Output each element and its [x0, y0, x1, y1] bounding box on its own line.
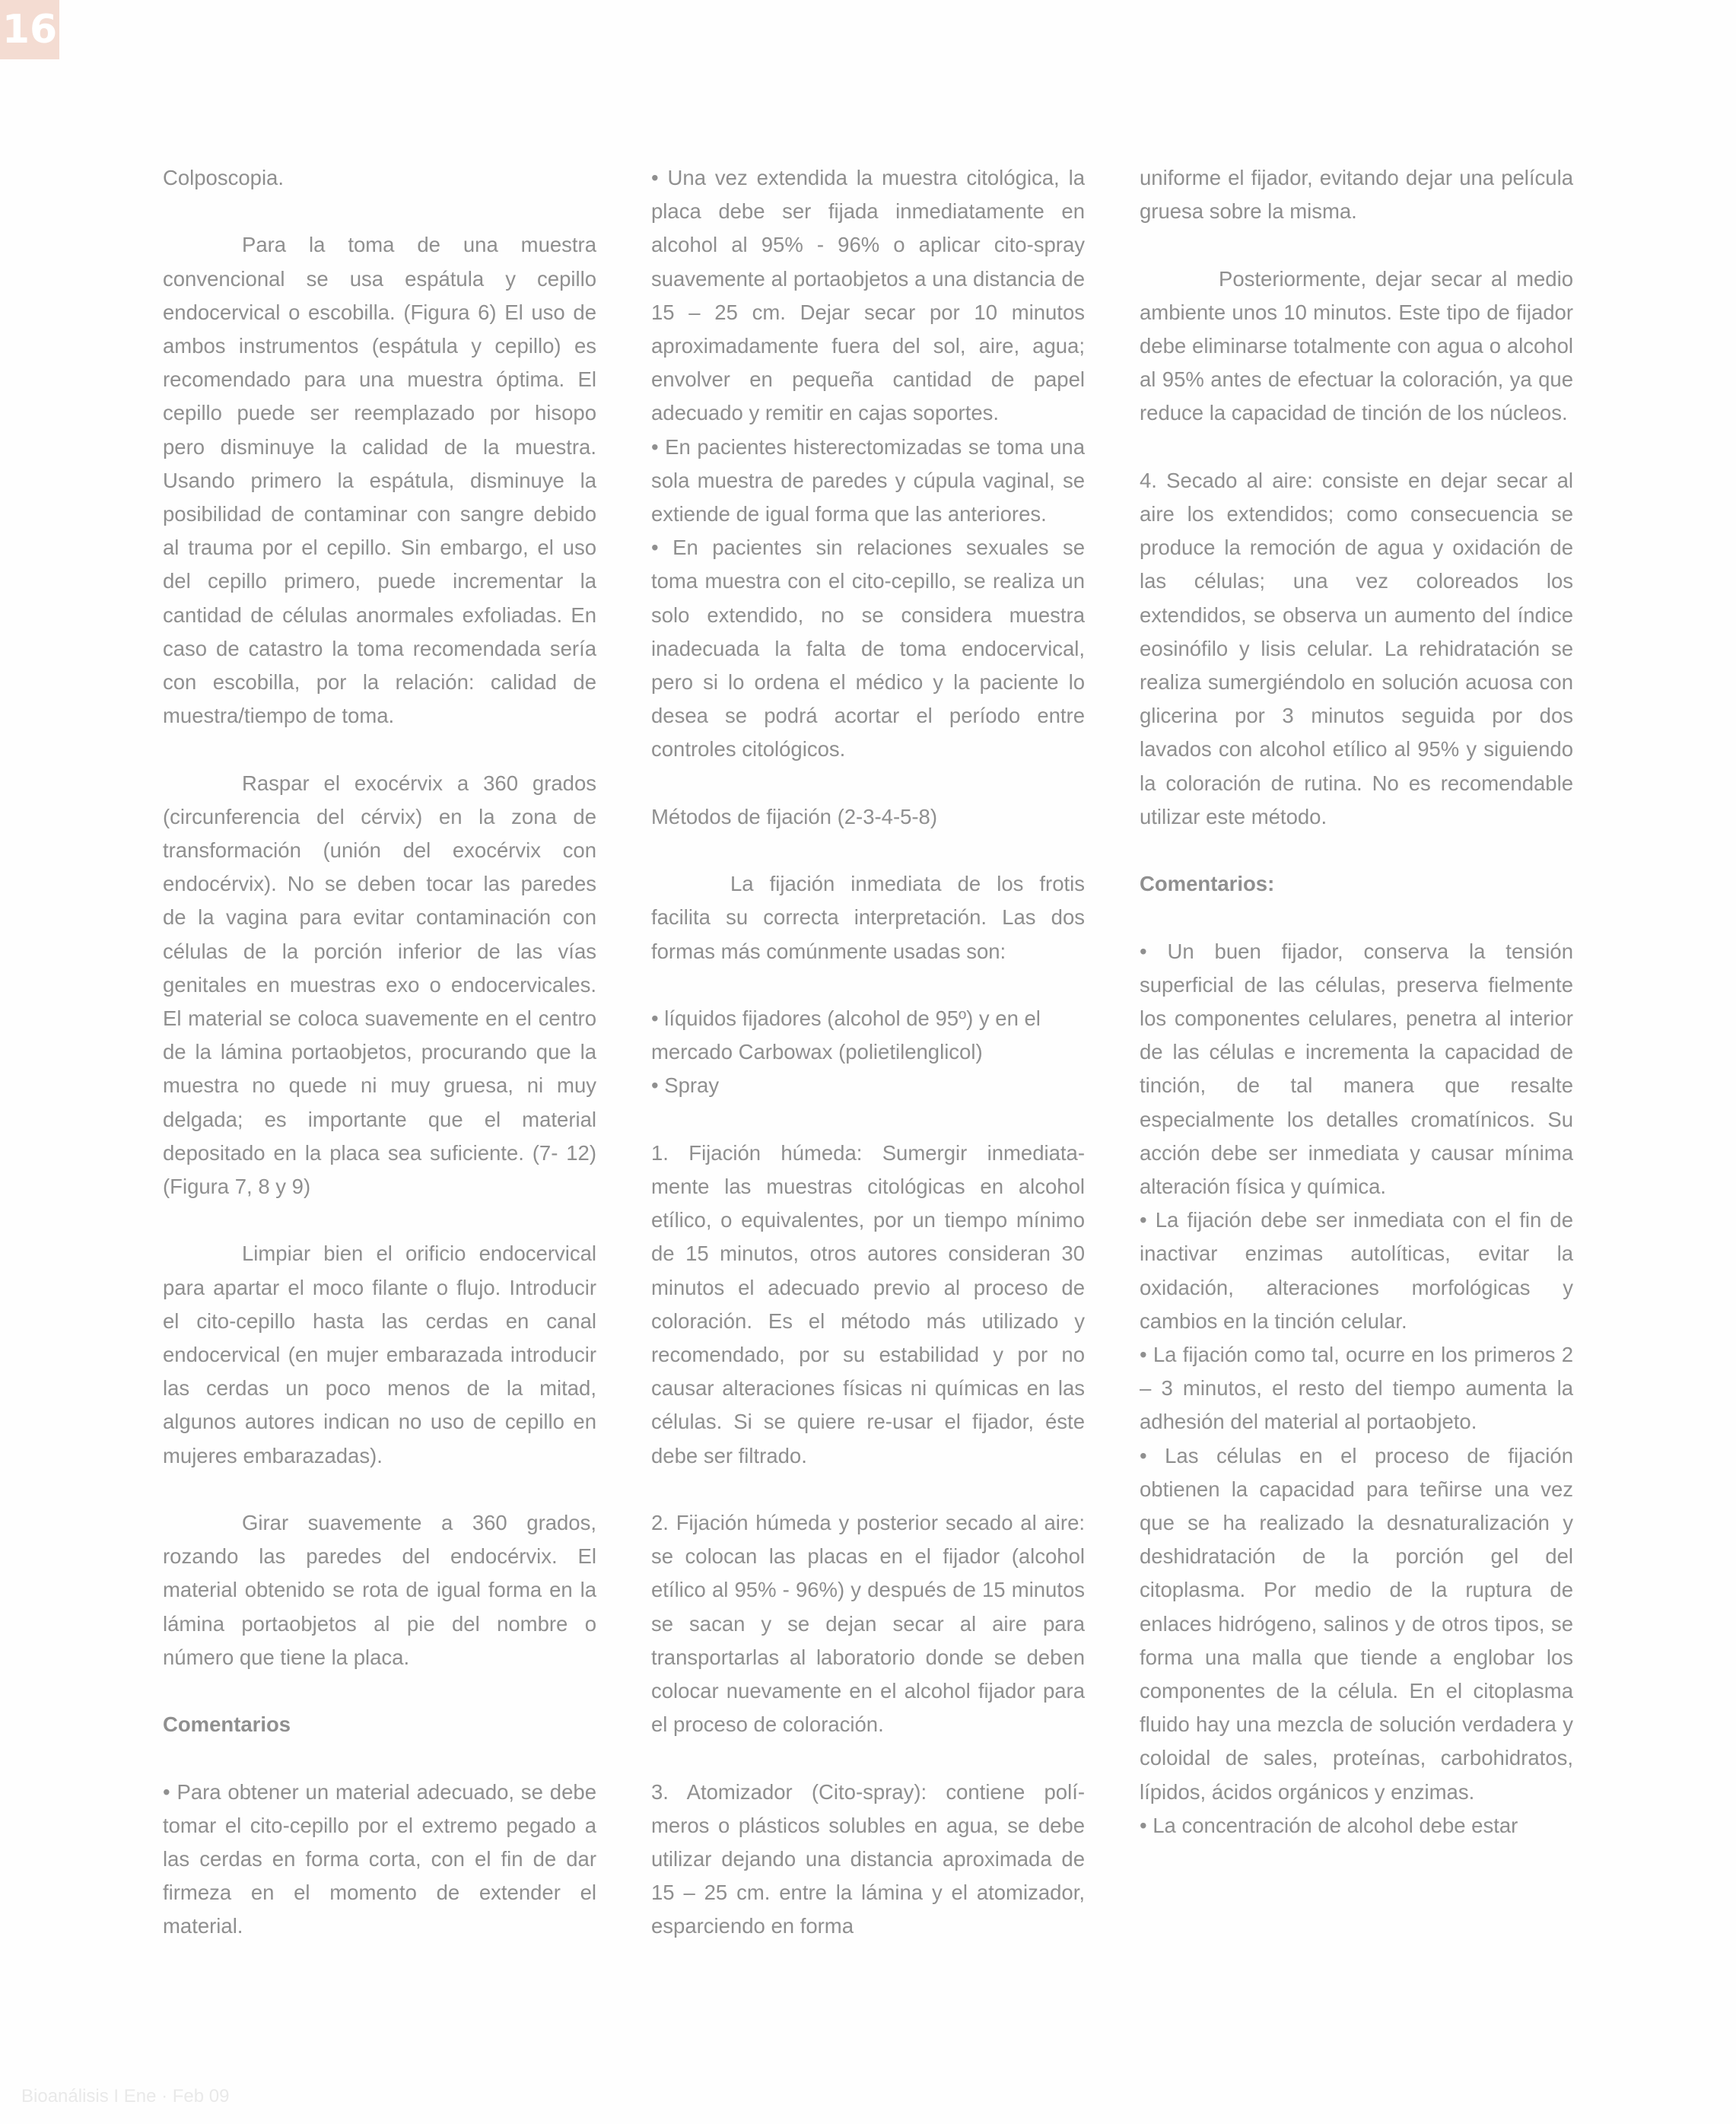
paragraph: uniforme el fijador, evitando dejar una película gruesa sobre la misma.	[1140, 166, 1573, 224]
bullet-paragraph: • Una vez extendida la muestra citológica, la placa debe ser fijada inmediatamente en alcohol al 95% - 96% o aplicar cito-spray suavemente al portaobjetos a una distancia de 15 – 25 cm. Dejar secar por 10 minutos aproximadamente fuera del sol, aire, agua; envolver en pequeña cantidad de papel adecuado y remitir en cajas soportes.	[651, 166, 1085, 425]
page-number: 16	[0, 0, 59, 59]
text-column-1	[163, 161, 596, 1977]
bullet-paragraph: • Spray	[651, 1073, 720, 1098]
bullet-paragraph: • La fijación como tal, ocurre en los primeros 2 – 3 minutos, el resto del tiempo aumenta la adhesión del material al portaobjeto.	[1140, 1343, 1573, 1434]
paragraph: 1. Fijación húmeda: Sumergir inmediata-mente las muestras citológicas en alcohol etílico, o equivalentes, por un tiempo mínimo de 15 minutos, otros autores consideran 30 minutos el adecuado previo al proceso de coloración. Es el método más utilizado y recomendado, por su estabilidad y por no causar alteraciones físicas ni químicas en las células. Si se quiere re-usar el fijador, éste debe ser filtrado.	[651, 1140, 1085, 1467]
bullet-paragraph: • La fijación debe ser inmediata con el fin de inactivar enzimas autolíticas, evitar la oxidación, alteraciones morfológicas y cambios en la tinción celular.	[1140, 1208, 1573, 1333]
text-column-2	[651, 161, 1085, 1944]
bullet-paragraph: • líquidos fijadores (alcohol de 95º) y en el mercado Carbowax (polietilenglicol)	[651, 1006, 1041, 1064]
paragraph: Para la toma de una muestra convencional se usa espátula y cepillo endocervical o escobilla. (Figura 6) El uso de ambos instrumentos (espátula y cepillo) es recomendado para una muestra óptima. El cepillo puede ser reemplazado por hisopo pero disminuye la calidad de la muestra. Usando primero la espátula, disminuye la posibilidad de contaminar con sangre debido al trauma por el cepillo. Sin embargo, el uso del cepillo primero, puede incrementar la cantidad de células anormales exfoliadas. En caso de catastro la toma recomendada sería con escobilla, por la relación: calidad de muestra/tiempo de toma.	[163, 233, 596, 728]
paragraph: La fijación inmediata de los frotis facilita su correcta interpretación. Las dos formas más comúnmente usadas son:	[651, 872, 1085, 963]
bullet-paragraph: • Las células en el proceso de fijación obtienen la capacidad para teñirse una vez que se ha realizado la desnaturalización y deshidratación de la porción gel del citoplasma. Por medio de la ruptura de enlaces hidrógeno, salinos y de otros tipos, se forma una malla que tiende a englobar los componentes de la célula. En el citoplasma fluido hay una mezcla de solución verdadera y coloidal de sales, proteínas, carbohidratos, lípidos, ácidos orgánicos y enzimas.	[1140, 1443, 1573, 1804]
paragraph: Girar suavemente a 360 grados, rozando las paredes del endocérvix. El material obtenido se rota de igual forma en la lámina portaobjetos al pie del nombre o número que tiene la placa.	[163, 1511, 596, 1669]
paragraph: Posteriormente, dejar secar al medio ambiente unos 10 minutos. Este tipo de fijador debe eliminarse totalmente con agua o alcohol al 95% antes de efectuar la coloración, ya que reduce la capacidad de tinción de los núcleos.	[1140, 266, 1573, 425]
paragraph: 3. Atomizador (Cito-spray): contiene polí-meros o plásticos solubles en agua, se debe utilizar dejando una distancia aproximada de 15 – 25 cm. entre la lámina y el atomizador, esparciendo en forma	[651, 1779, 1085, 1938]
bullet-paragraph: • La concentración de alcohol debe estar	[1140, 1813, 1518, 1837]
paragraph: Raspar el exocérvix a 360 grados (circunferencia del cérvix) en la zona de transformación (unión del exocérvix con endocérvix). No se deben tocar las paredes de la vagina para evitar contaminación con células de la porción inferior de las vías genitales en muestras exo o endocervicales. El material se coloca suavemente en el centro de la lámina portaobjetos, procurando que la muestra no quede ni muy gruesa, ni muy delgada; es importante que el material depositado en la placa sea suficiente. (7- 12) (Figura 7, 8 y 9)	[163, 771, 596, 1199]
footer-publication: Bioanálisis I Ene · Feb 09	[21, 2086, 230, 2107]
bullet-paragraph: • Un buen fijador, conserva la tensión superficial de las células, preserva fielmente los componentes celulares, penetra al interior de las células e incrementa la capacidad de tinción, de tal manera que resalte especialmente los detalles cromatínicos. Su acción debe ser inmediata y causar mínima alteración física y química.	[1140, 939, 1573, 1199]
section-heading: Comentarios:	[1140, 872, 1275, 896]
paragraph: 4. Secado al aire: consiste en dejar secar al aire los extendidos; como consecuencia se produce la remoción de agua y oxidación de las células; una vez coloreados los extendidos, se observa un aumento del índice eosinófilo y lisis celular. La rehidratación se realiza sumergiéndolo en solución acuosa con glicerina por 3 minutos seguida por dos lavados con alcohol etílico al 95% y siguiendo la coloración de rutina. No es recomendable utilizar este método.	[1140, 468, 1573, 828]
section-heading: Comentarios	[163, 1712, 291, 1737]
paragraph: • Para obtener un material adecuado, se debe tomar el cito-cepillo por el extremo pegado a las cerdas en forma corta, con el fin de dar firmeza en el momento de extender el material.	[163, 1779, 596, 1938]
text-column-3	[1140, 161, 1573, 1843]
paragraph: Colposcopia.	[163, 166, 284, 189]
paragraph: Limpiar bien el orificio endocervical para apartar el moco filante o flujo. Introducir el cito-cepillo hasta las cerdas en canal endocervical (en mujer embarazada introducir las cerdas un poco menos de la mitad, algunos autores indican no uso de cepillo en mujeres embarazadas).	[163, 1242, 596, 1467]
section-heading: Métodos de fijación (2-3-4-5-8)	[651, 804, 938, 828]
paragraph: 2. Fijación húmeda y posterior secado al aire: se colocan las placas en el fijador (alcohol etílico al 95% - 96%) y después de 15 minutos se sacan y se dejan secar al aire para transportarlas al laboratorio donde se deben colocar nuevamente en el alcohol fijador para el proceso de coloración.	[651, 1511, 1085, 1737]
bullet-paragraph: • En pacientes sin relaciones sexuales se toma muestra con el cito-cepillo, se realiza un solo extendido, no se considera muestra inadecuada la falta de toma endocervical, pero si lo ordena el médico y la paciente lo desea se podrá acortar el período entre controles citológicos.	[651, 536, 1085, 762]
bullet-paragraph: • En pacientes histerectomizadas se toma una sola muestra de paredes y cúpula vaginal, se extiende de igual forma que las anteriores.	[651, 434, 1085, 526]
